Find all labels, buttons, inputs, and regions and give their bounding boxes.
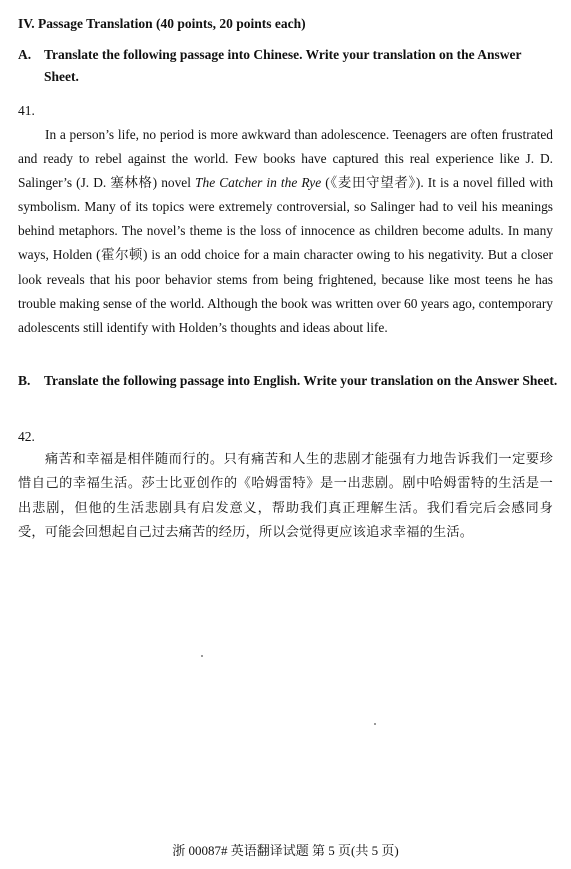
page-footer: 浙 00087# 英语翻译试题 第 5 页(共 5 页) — [172, 843, 399, 858]
part-a-marker: A. — [18, 47, 32, 62]
part-b-instruction — [18, 370, 558, 392]
part-a-instruction-text: Translate the following passage into Chinese. Write your translation on the Answer Sheet. — [44, 47, 522, 84]
english-passage-part-1: In a person’s life, no period is more awkward than adolescence. Teenagers are often frustrated and ready to rebel against the world. Few books have captured this real experience like J. D. Salinger’s (J. D. 塞林格) novel — [18, 127, 553, 191]
novel-title: The Catcher in the Rye — [195, 175, 322, 191]
question-42-number: 42. — [18, 429, 35, 444]
english-passage — [18, 123, 553, 340]
chinese-passage: 痛苦和幸福是相伴随而行的。只有痛苦和人生的悲剧才能强有力地告诉我们一定要珍惜自己的幸福生活。莎士比亚创作的《哈姆雷特》是一出悲剧。剧中哈姆雷特的生活是一出悲剧，但他的生活悲剧具有启发意义，帮助我们真正理解生活。我们看完后会感同身受，可能会回想起自己过去痛苦的经历，所以会觉得更应该追求幸福的生活。 — [18, 452, 553, 540]
scan-speck — [374, 723, 376, 725]
part-b-instruction-text: Translate the following passage into English. Write your translation on the Answer Sheet. — [44, 373, 558, 388]
section-heading: IV. Passage Translation (40 points, 20 points each) — [18, 16, 306, 31]
scan-speck — [201, 655, 203, 657]
english-passage-part-2: (《麦田守望者》). It is a novel filled with symbolism. Many of its topics were extremely controversial, so Salinger had to veil his meanings behind metaphors. The novel’s theme is the loss of innocence as children become adults. In many ways, Holden (霍尔顿) is an odd choice for a main character owing to his negativity. But a closer look reveals that his poor behavior stems from being frightened, because like most teens he has trouble making sense of the world. Although the book was written over 60 years ago, contemporary adolescents still identify with Holden’s thoughts and ideas about life. — [18, 175, 554, 335]
part-b-marker: B. — [18, 373, 31, 388]
part-a-instruction — [18, 44, 558, 88]
question-41-number: 41. — [18, 103, 35, 118]
